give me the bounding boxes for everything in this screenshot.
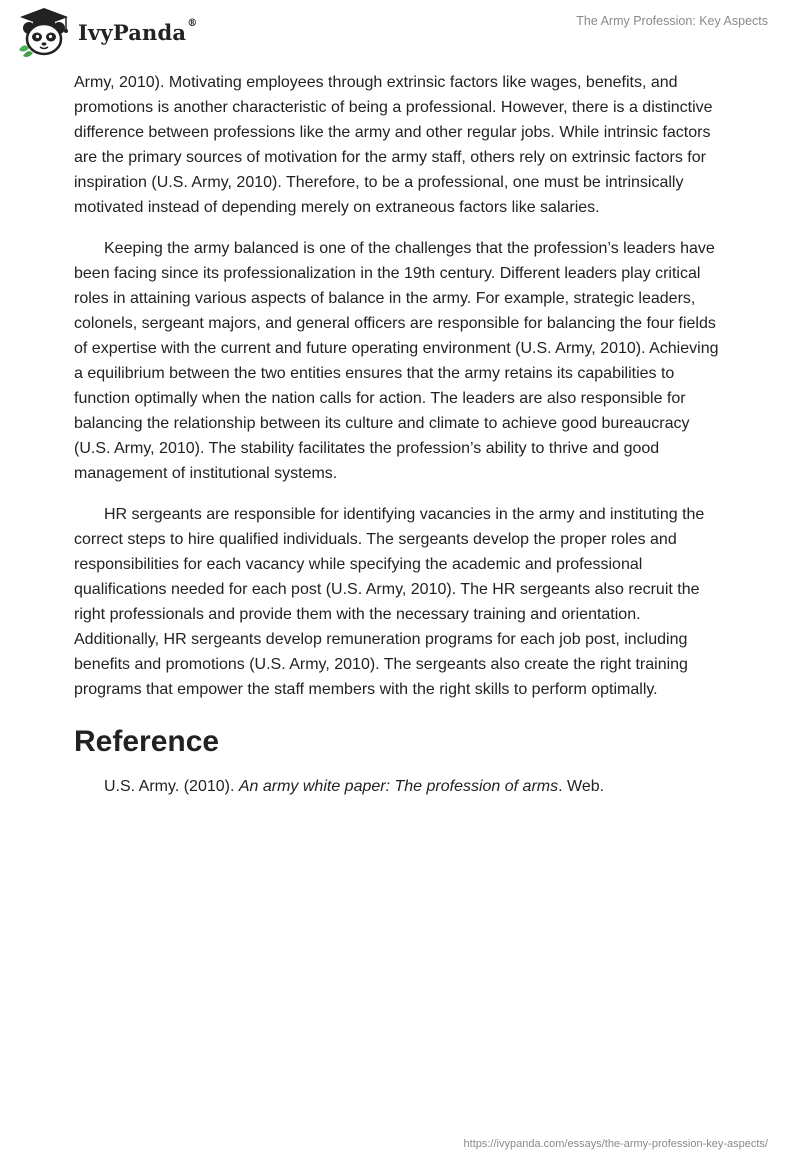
panda-graduate-icon — [14, 6, 74, 58]
reference-entry — [74, 774, 728, 799]
reference-title: An army white paper: The profession of arms — [238, 778, 559, 795]
brand-name: IvyPanda® — [78, 17, 198, 45]
reference-heading: Reference — [74, 725, 220, 758]
page-header — [0, 0, 800, 70]
reference-prefix: U.S. Army. (2010). — [104, 778, 239, 795]
paragraph-2: Keeping the army balanced is one of the challenges that the profession’s leaders have been facing since its professionalization in the 19th century. Different leaders play critical roles in attaining various aspects of balance in the army. For example, strategic leaders, colonels, sergeant majors, and general officers are responsible for balancing the four fields of expertise with the current and future operating environment (U.S. Army, 2010). Achieving a equilibrium between the two entities ensures that the army retains its capabilities to function optimally when the nation calls for action. The leaders are also responsible for balancing the relationship between its culture and climate to achieve good bureaucracy (U.S. Army, 2010). The stability facilitates the profession’s ability to thrive and good management of institutional systems. — [74, 240, 719, 482]
document-title: The Army Profession: Key Aspects — [576, 14, 768, 28]
ivypanda-logo[interactable] — [14, 6, 197, 58]
paragraph-1: Army, 2010). Motivating employees through extrinsic factors like wages, benefits, and promotions is another characteristic of being a professional. However, there is a distinctive difference between professions like the army and other regular jobs. While intrinsic factors are the primary sources of motivation for the army staff, others rely on extrinsic factors for inspiration (U.S. Army, 2010). Therefore, to be a professional, one must be intrinsically motivated instead of depending merely on extraneous factors like salaries. — [74, 74, 713, 216]
reference-suffix: . Web. — [558, 778, 605, 795]
essay-body — [74, 70, 728, 799]
source-url[interactable]: https://ivypanda.com/essays/the-army-profession-key-aspects/ — [463, 1138, 768, 1150]
paragraph-3: HR sergeants are responsible for identifying vacancies in the army and instituting the correct steps to hire qualified individuals. The sergeants develop the proper roles and responsibilities for each vacancy while specifying the academic and professional qualifications needed for each post (U.S. Army, 2010). The HR sergeants also recruit the right professionals and provide them with the necessary training and orientation. Additionally, HR sergeants develop remuneration programs for each job post, including benefits and promotions (U.S. Army, 2010). The sergeants also create the right training programs that empower the staff members with the right skills to perform optimally. — [74, 506, 705, 698]
